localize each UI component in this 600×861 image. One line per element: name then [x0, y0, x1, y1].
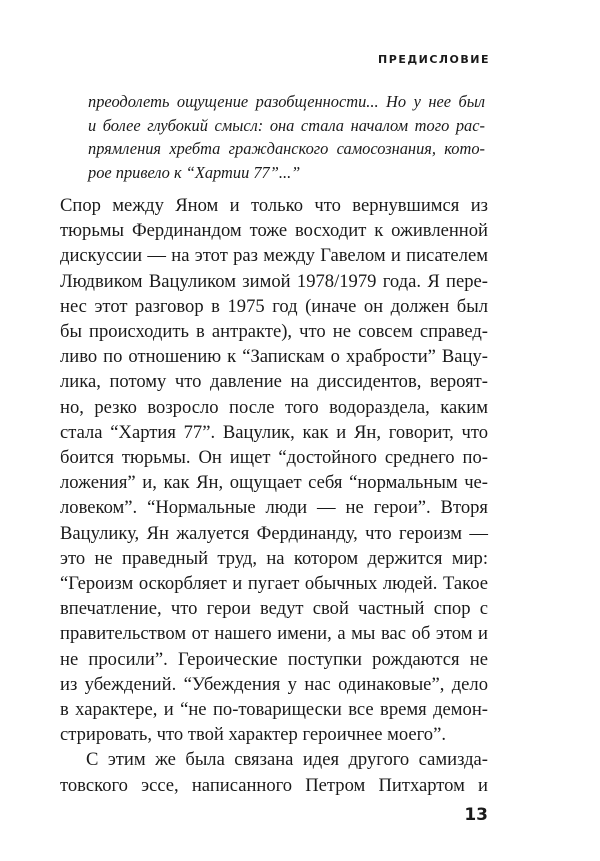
body-line: лика, потому что давление на диссидентов, вероят- [60, 371, 488, 393]
body-line: впечатление, что герои ведут свой частный спор с [60, 598, 488, 620]
body-line: нес этот разговор в 1975 год (иначе он должен был [60, 295, 488, 317]
running-head-title: ПРЕДИСЛОВИЕ [378, 53, 490, 66]
body-line: в характере, и “не по-товарищески все время демон- [60, 699, 488, 721]
body-line: дискуссии — на этот раз между Гавелом и писателем [60, 245, 488, 267]
body-line: стрировать, что твой характер героичнее моего”. [60, 724, 447, 746]
page-number: 13 [464, 805, 488, 825]
body-line: тюрьмы Фердинандом тоже восходит к оживленной [60, 220, 488, 242]
body-line: из убеждений. “Убеждения у нас одинаковые”, дело [60, 673, 488, 695]
body-line: но, резко возросло после того водораздела, каким [60, 396, 488, 418]
body-line: Людвиком Вацуликом зимой 1978/1979 года. Я пере- [60, 270, 488, 292]
quote-line: прямления хребта гражданского самосознания, кото- [88, 139, 485, 159]
body-line: С этим же была связана идея другого самиздa- [86, 749, 488, 771]
body-line: товского эссе, написанного Петром Питхартом и [60, 774, 488, 796]
body-line: ловеком”. “Нормальные люди — не герои”. Вторя [60, 497, 488, 519]
body-text [60, 193, 488, 798]
quote-line: рое привело к “Хартии 77”...” [88, 162, 301, 182]
body-line: это не праведный труд, на котором держится мир: [60, 547, 488, 569]
body-line: стала “Хартия 77”. Вацулик, как и Ян, говорит, что [60, 421, 488, 443]
body-line: Вацулику, Ян жалуется Фердинанду, что героизм — [60, 522, 488, 544]
body-line: правительством от нашего имени, а мы вас об этом и [60, 623, 488, 645]
body-line: “Героизм оскорбляет и пугает обычных людей. Такое [60, 573, 488, 595]
block-quote [88, 90, 485, 184]
body-line: ливо по отношению к “Запискам о храбрости” Вацу- [60, 346, 488, 368]
body-line: Спор между Яном и только что вернувшимся из [60, 195, 488, 216]
body-line: боится тюрьмы. Он ищет “достойного среднего по- [60, 447, 488, 469]
body-line: бы происходить в антракте), что не совсем справед- [60, 321, 488, 343]
quote-line: преодолеть ощущение разобщенности... Но у нее был [88, 92, 485, 111]
body-line: ложения” и, как Ян, ощущает себя “нормальным че- [60, 472, 488, 494]
body-line: не просили”. Героические поступки рождаются не [60, 648, 488, 670]
quote-line: и более глубокий смысл: она стала началом того рас- [88, 115, 485, 135]
